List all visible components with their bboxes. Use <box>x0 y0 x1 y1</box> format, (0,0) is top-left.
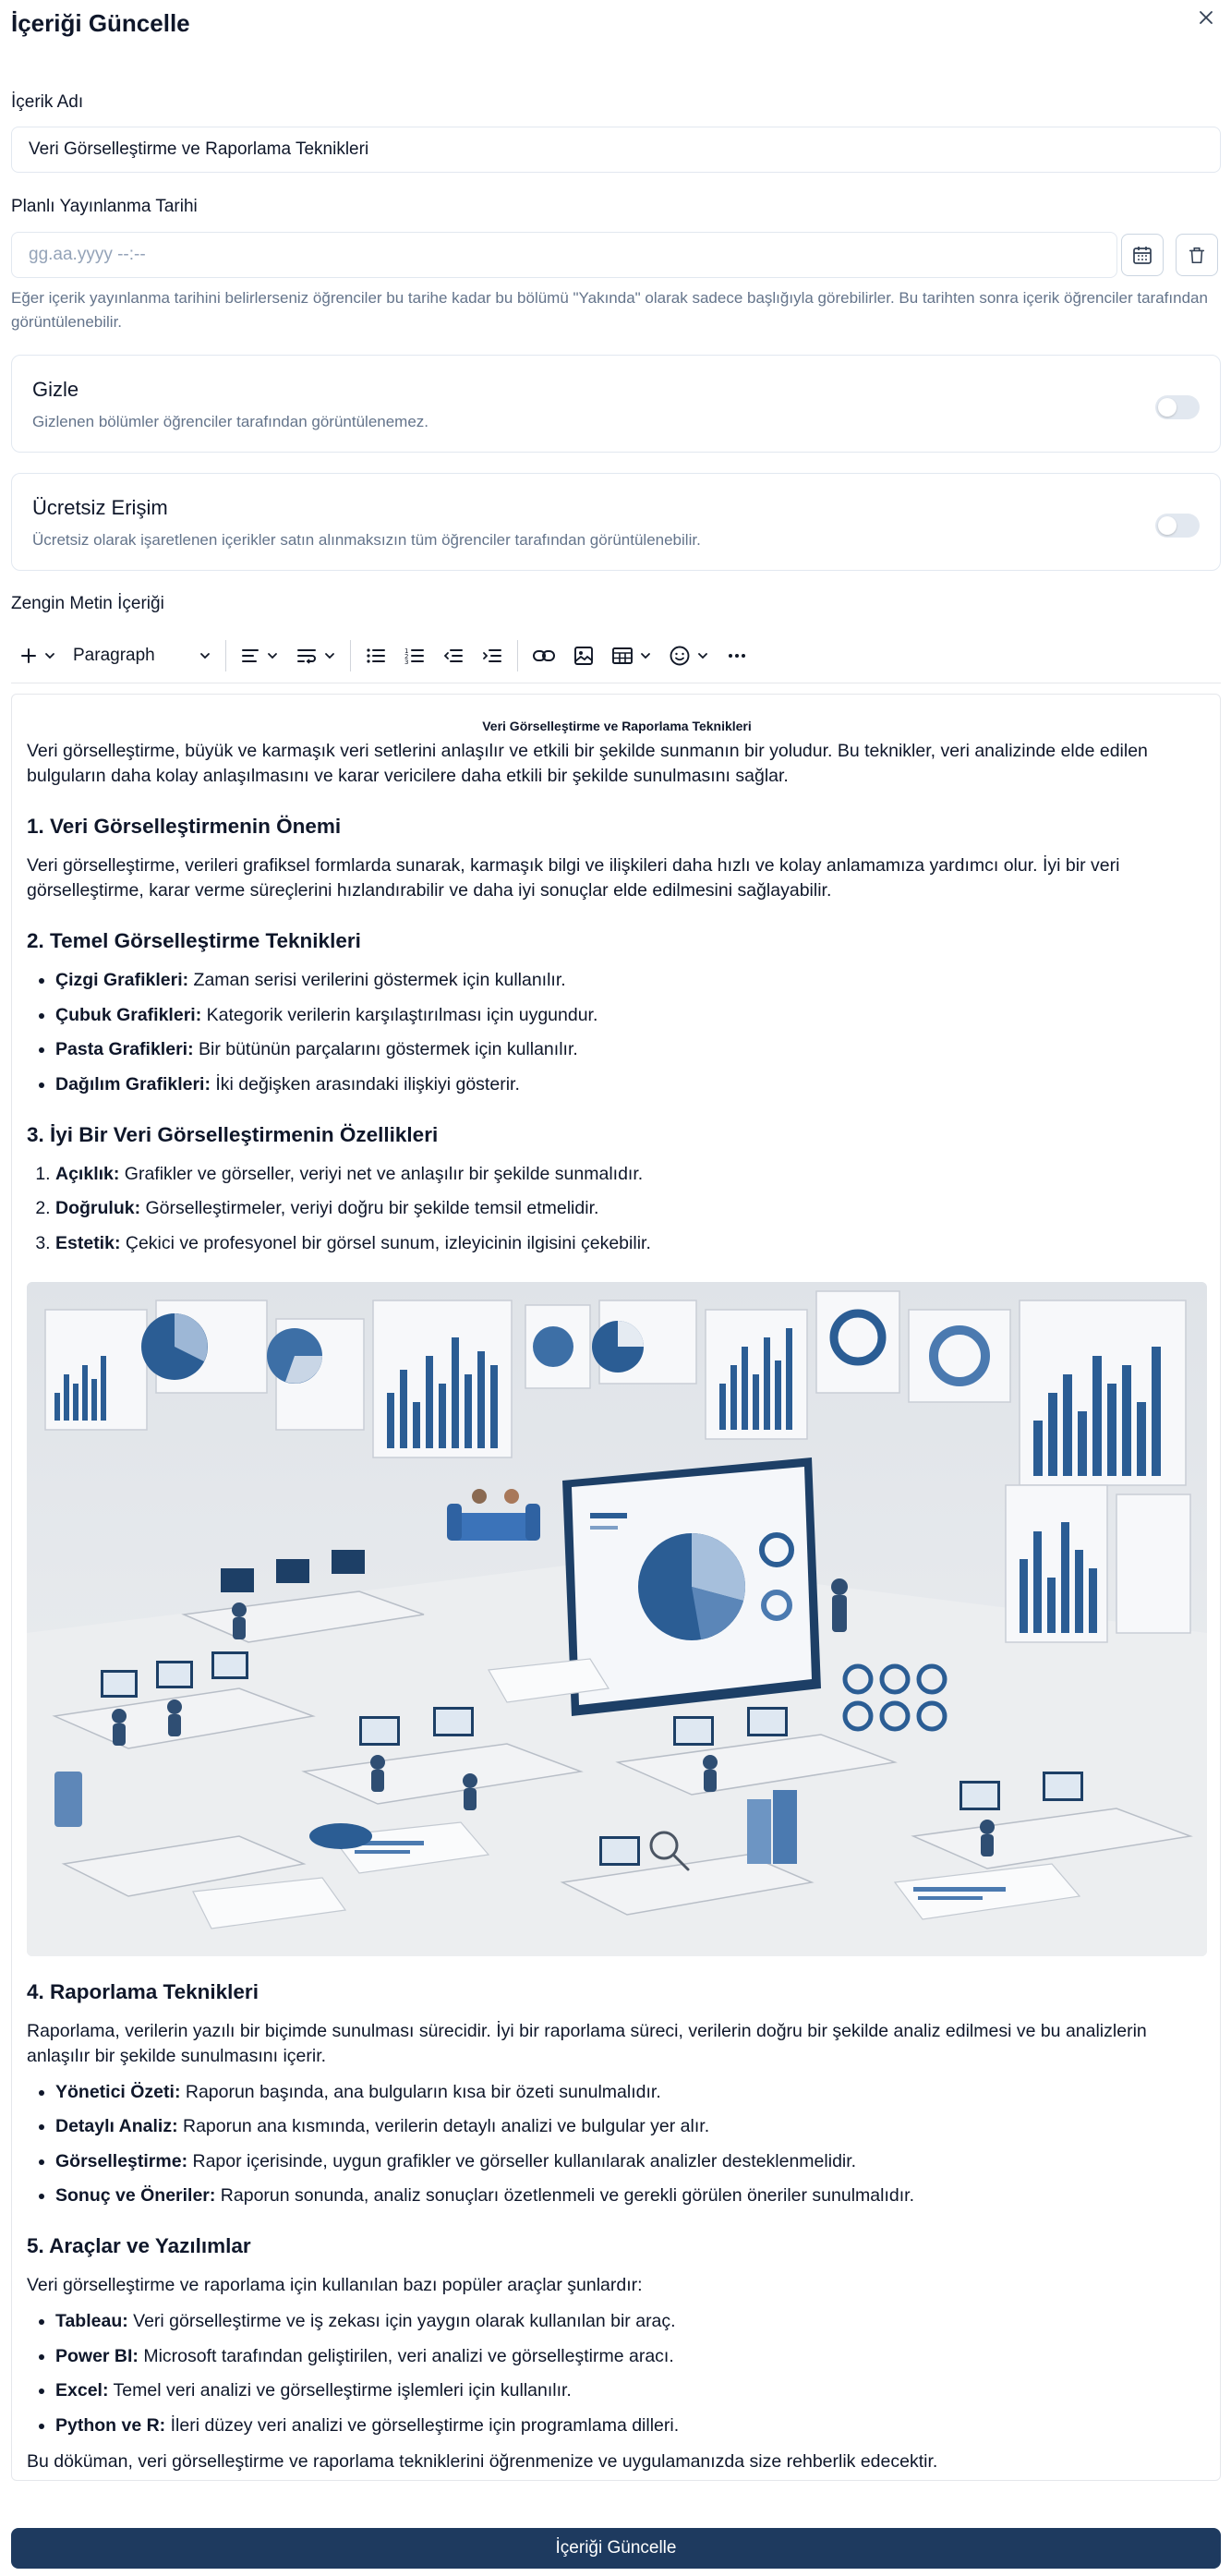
calendar-button[interactable] <box>1121 234 1164 276</box>
list-item <box>55 2378 1207 2403</box>
trash-icon <box>1187 245 1207 265</box>
list-item <box>55 968 1207 993</box>
chevron-down-icon <box>323 649 336 662</box>
name-label: İçerik Adı <box>11 92 84 112</box>
list-item-text: Microsoft tarafından geliştirilen, veri analizi ve görselleştirme aracı. <box>138 2345 674 2366</box>
list-item-term: Tableau: <box>55 2311 128 2331</box>
section-2-list <box>27 968 1207 1097</box>
list-item-text: Veri görselleştirme ve iş zekası için yaygın olarak kullanılan bir araç. <box>127 2311 676 2331</box>
switch-knob <box>1158 398 1177 417</box>
list-item <box>55 1003 1207 1028</box>
free-access-description: Ücretsiz olarak işaretlenen içerikler satın alınmaksızın tüm öğrenciler tarafından görüntülenebilir. <box>32 531 701 549</box>
section-2-heading: 2. Temel Görselleştirme Teknikleri <box>27 929 361 952</box>
rich-text-label: Zengin Metin İçeriği <box>11 594 164 613</box>
list-item-term: Power BI: <box>55 2345 139 2366</box>
list-item-term: Dağılım Grafikleri: <box>55 1073 211 1094</box>
list-item <box>55 1072 1207 1097</box>
chevron-down-icon <box>266 649 279 662</box>
list-item <box>55 2080 1207 2105</box>
date-help-text: Eğer içerik yayınlanma tarihini belirlerseniz öğrenciler bu tarihe kadar bu bölümü "Yakında" olarak sadece başlığıyla görebilirler. Bu tarihten sonra içerik öğrenciler tarafından görüntülenebilir. <box>11 289 1208 331</box>
list-item-text: İleri düzey veri analizi ve görselleştirme için programlama dilleri. <box>165 2414 680 2436</box>
chevron-down-icon <box>639 649 652 662</box>
date-input[interactable] <box>11 232 1117 278</box>
toolbar-divider <box>517 640 518 671</box>
text-wrap-icon <box>296 646 318 666</box>
section-1-heading: 1. Veri Görselleştirmenin Önemi <box>27 815 342 838</box>
list-item-text: Grafikler ve görseller, veriyi net ve anlaşılır bir şekilde sunmalıdır. <box>119 1163 644 1184</box>
section-4-list <box>27 2080 1207 2209</box>
bullet-list-icon <box>365 646 387 666</box>
list-item-text: Çekici ve profesyonel bir görsel sunum, izleyicinin ilgisini çekebilir. <box>120 1232 651 1253</box>
outdent-icon <box>442 646 465 666</box>
intro-paragraph: Veri görselleştirme, büyük ve karmaşık veri setlerini anlaşılır ve etkili bir şekilde sunmanın bir yoludur. Bu teknikler, veri analizinde elde edilen bulguların daha kolay anlaşılmasını ve karar vericilere daha etkili bir şekilde sunulmasını sağlar. <box>27 741 1148 786</box>
list-item-term: Python ve R: <box>55 2414 166 2436</box>
smiley-icon <box>669 645 691 667</box>
list-item-text: Zaman serisi verilerini göstermek için kullanılır. <box>188 970 566 990</box>
list-item-term: Sonuç ve Öneriler: <box>55 2185 216 2206</box>
svg-text:3: 3 <box>404 658 409 666</box>
list-item-term: Görselleştirme: <box>55 2150 188 2171</box>
section-3-list <box>27 1162 1207 1256</box>
list-item <box>55 1231 1207 1256</box>
text-format-button[interactable] <box>287 635 344 676</box>
numbered-list-icon <box>404 646 426 666</box>
closing-paragraph: Bu döküman, veri görselleştirme ve raporlama tekniklerini öğrenmenize ve uygulamanızda size rehberlik edecektir. <box>27 2450 938 2472</box>
editor-document <box>27 717 1207 2485</box>
svg-text:1: 1 <box>404 647 409 655</box>
list-item <box>55 2344 1207 2369</box>
align-left-icon <box>240 646 260 666</box>
toolbar-divider <box>225 640 226 671</box>
list-item-term: Çubuk Grafikleri: <box>55 1004 202 1025</box>
list-item-text: Görselleştirmeler, veriyi doğru bir şekilde temsil etmelidir. <box>140 1198 599 1218</box>
block-type-value: Paragraph <box>73 645 155 665</box>
insert-table-button[interactable] <box>603 635 660 676</box>
list-item-term: Açıklık: <box>55 1163 120 1184</box>
document-title: Veri Görselleştirme ve Raporlama Teknikleri <box>482 719 752 733</box>
list-item-term: Excel: <box>55 2380 109 2401</box>
date-label: Planlı Yayınlanma Tarihi <box>11 197 198 216</box>
list-item-term: Detaylı Analiz: <box>55 2116 178 2136</box>
list-item-text: Rapor içerisinde, uygun grafikler ve görseller kullanılarak analizler desteklenmelidir. <box>187 2150 857 2171</box>
data-visualization-illustration[interactable] <box>27 1282 1207 1956</box>
section-3-heading: 3. İyi Bir Veri Görselleştirmenin Özellikleri <box>27 1122 439 1146</box>
section-1-paragraph: Veri görselleştirme, verileri grafiksel formlarda sunarak, karmaşık bilgi ve ilişkileri daha hızlı ve kolay anlamamıza yardımcı olur. İyi bir veri görselleştirme, karar verme süreçlerini hızlandırabilir ve daha iyi sonuçlar elde edilmesini sağlayabilir. <box>27 855 1120 901</box>
list-item <box>55 1037 1207 1062</box>
editor-toolbar <box>11 628 1221 683</box>
section-4-paragraph: Raporlama, verilerin yazılı bir biçimde sunulması sürecidir. İyi bir raporlama süreci, verilerin doğru bir şekilde analiz edilmesi ve bu analizlerin anlaşılır bir şekilde sunulmasını içerir. <box>27 2020 1147 2066</box>
chevron-down-icon <box>199 649 211 662</box>
list-item-text: İki değişken arasındaki ilişkiyi gösterir. <box>210 1073 520 1094</box>
list-item-text: Raporun sonunda, analiz sonuçları özetlenmeli ve gerekli görülen öneriler sunulmalıdır. <box>215 2185 914 2206</box>
update-content-button[interactable]: İçeriği Güncelle <box>11 2528 1221 2569</box>
list-item-text: Temel veri analizi ve görselleştirme işlemleri için kullanılır. <box>108 2380 572 2401</box>
hide-switch[interactable] <box>1155 395 1200 419</box>
indent-button[interactable] <box>473 635 512 676</box>
hide-description: Gizlenen bölümler öğrenciler tarafından görüntülenemez. <box>32 413 429 430</box>
free-access-switch[interactable] <box>1155 514 1200 538</box>
plus-icon <box>19 647 38 665</box>
list-item-text: Bir bütünün parçalarını göstermek için kullanılır. <box>193 1039 578 1059</box>
insert-link-button[interactable] <box>524 635 564 676</box>
insert-block-button[interactable] <box>11 635 65 676</box>
rich-text-editor[interactable] <box>11 694 1221 2481</box>
close-button[interactable] <box>1194 6 1218 30</box>
numbered-list-button[interactable] <box>395 635 434 676</box>
close-icon <box>1198 9 1214 26</box>
list-item <box>55 2114 1207 2139</box>
list-item-term: Pasta Grafikleri: <box>55 1039 194 1059</box>
calendar-icon <box>1131 244 1153 266</box>
table-icon <box>611 646 634 666</box>
list-item-term: Çizgi Grafikleri: <box>55 970 189 990</box>
block-type-select[interactable] <box>65 635 220 676</box>
chevron-down-icon <box>43 649 56 662</box>
switch-knob <box>1158 516 1177 535</box>
indent-icon <box>481 646 503 666</box>
name-input[interactable] <box>11 127 1221 173</box>
list-item-term: Doğruluk: <box>55 1198 141 1218</box>
more-horizontal-icon <box>726 646 748 666</box>
toolbar-divider <box>350 640 351 671</box>
free-access-title: Ücretsiz Erişim <box>32 496 168 519</box>
image-icon <box>573 646 595 666</box>
outdent-button[interactable] <box>434 635 473 676</box>
list-item-text: Raporun ana kısmında, verilerin detaylı analizi ve bulgular yer alır. <box>177 2116 710 2136</box>
emoji-button[interactable] <box>660 635 718 676</box>
section-5-paragraph: Veri görselleştirme ve raporlama için kullanılan bazı popüler araçlar şunlardır: <box>27 2275 643 2295</box>
date-input-placeholder: gg.aa.yyyy --:-- <box>29 245 146 264</box>
section-5-heading: 5. Araçlar ve Yazılımlar <box>27 2234 251 2257</box>
list-item <box>55 1196 1207 1221</box>
list-item <box>55 1162 1207 1187</box>
hide-toggle-card <box>11 355 1221 453</box>
svg-text:2: 2 <box>404 652 409 660</box>
clear-date-button[interactable] <box>1176 234 1218 276</box>
list-item <box>55 2183 1207 2208</box>
insert-image-button[interactable] <box>564 635 603 676</box>
align-button[interactable] <box>232 635 287 676</box>
list-item <box>55 2309 1207 2334</box>
section-5-list <box>27 2309 1207 2438</box>
section-4-heading: 4. Raporlama Teknikleri <box>27 1979 259 2003</box>
more-options-button[interactable] <box>718 635 756 676</box>
illustration-graphic <box>27 1282 1207 1956</box>
list-item-term: Yönetici Özeti: <box>55 2081 181 2102</box>
list-item <box>55 2413 1207 2438</box>
name-input-value: Veri Görselleştirme ve Raporlama Teknikleri <box>29 139 369 159</box>
chevron-down-icon <box>696 649 709 662</box>
hide-title: Gizle <box>32 378 79 401</box>
dialog-title: İçeriği Güncelle <box>11 9 190 37</box>
bullet-list-button[interactable] <box>356 635 395 676</box>
list-item-text: Kategorik verilerin karşılaştırılması için uygundur. <box>201 1004 598 1025</box>
free-access-toggle-card <box>11 473 1221 571</box>
list-item-text: Raporun başında, ana bulguların kısa bir özeti sunulmalıdır. <box>180 2081 661 2102</box>
list-item <box>55 2149 1207 2174</box>
list-item-term: Estetik: <box>55 1232 121 1253</box>
link-icon <box>532 646 556 666</box>
